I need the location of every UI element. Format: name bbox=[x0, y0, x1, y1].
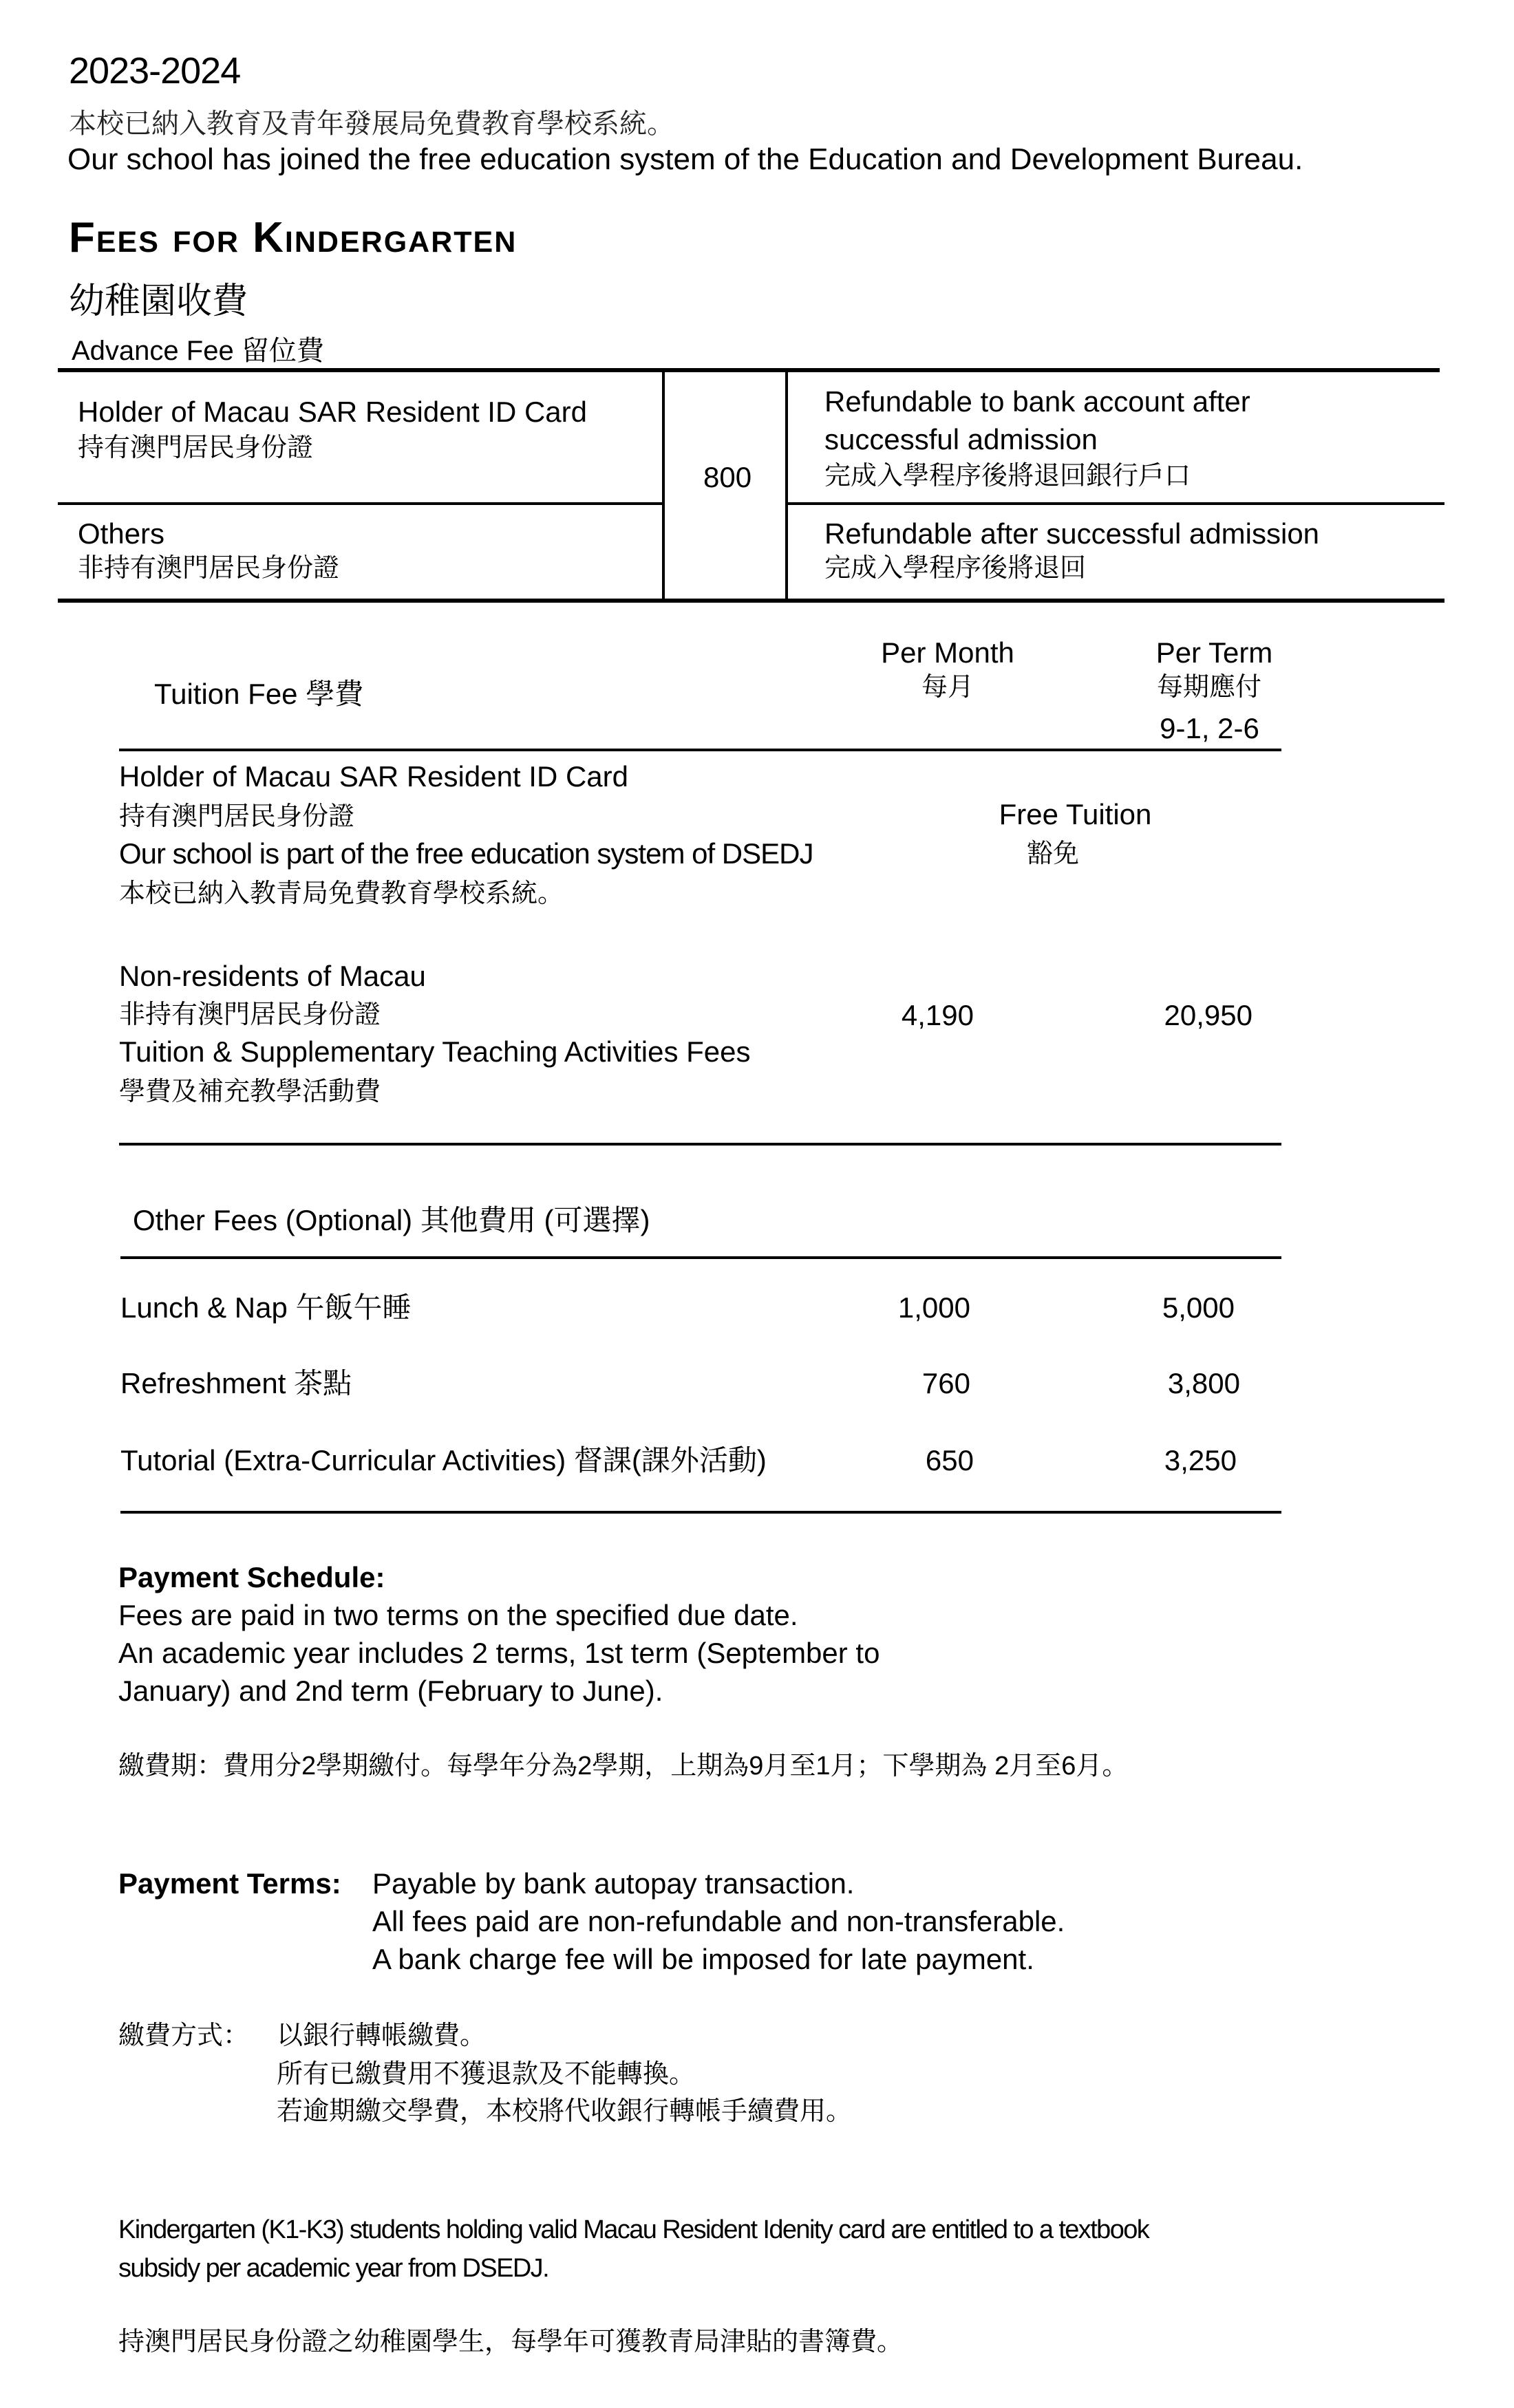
table-top-border bbox=[58, 368, 1440, 372]
advance-row-1-note-en-1: Refundable to bank account after bbox=[824, 385, 1250, 418]
col-header-per-term-zh: 每期應付 bbox=[1156, 673, 1261, 702]
advance-row-1-note-en-2: successful admission bbox=[824, 423, 1098, 455]
other-fees-heading: Other Fees (Optional) 其他費用 (可選擇) bbox=[133, 1204, 650, 1236]
table-row-divider-left bbox=[58, 502, 663, 505]
advance-row-2-category-en: Others bbox=[78, 517, 165, 550]
advance-fee-amount: 800 bbox=[703, 461, 752, 493]
payment-schedule-heading: Payment Schedule: bbox=[118, 1561, 385, 1593]
table-bottom-border bbox=[58, 599, 1444, 603]
payment-terms-zh-label: 繳費方式： bbox=[118, 2021, 250, 2050]
payment-schedule-zh: 繳費期：費用分2學期繳付。每學年分為2學期，上期為9月至1月；下學期為 2月至6月。 bbox=[118, 1752, 1129, 1781]
tuition-bottom-rule bbox=[119, 1143, 1281, 1146]
advance-fee-heading: Advance Fee 留位費 bbox=[72, 336, 324, 366]
payment-schedule-line-3: January) and 2nd term (February to June). bbox=[118, 1675, 663, 1707]
advance-row-1-category-en: Holder of Macau SAR Resident ID Card bbox=[78, 396, 587, 428]
resident-line-1: Holder of Macau SAR Resident ID Card bbox=[119, 760, 628, 793]
resident-line-4: 本校已納入教青局免費教育學校系統。 bbox=[119, 879, 564, 908]
non-resident-line-4: 學費及補充教學活動費 bbox=[119, 1077, 381, 1106]
non-resident-per-term: 20,950 bbox=[1164, 999, 1252, 1031]
tuition-header-underline bbox=[119, 749, 1281, 751]
col-header-term-months: 9-1, 2-6 bbox=[1160, 712, 1259, 744]
page-title: Fees for Kindergarten bbox=[69, 214, 518, 261]
payment-terms-line-1: Payable by bank autopay transaction. bbox=[372, 1867, 855, 1900]
other-fee-per-term: 5,000 bbox=[1162, 1291, 1235, 1324]
other-fee-per-month: 650 bbox=[925, 1444, 974, 1476]
non-resident-line-3: Tuition & Supplementary Teaching Activities Fees bbox=[119, 1035, 751, 1068]
other-fee-per-term: 3,250 bbox=[1164, 1444, 1237, 1476]
col-header-per-term: Per Term bbox=[1155, 636, 1273, 669]
tuition-heading: Tuition Fee 學費 bbox=[154, 678, 364, 710]
other-fees-header-rule bbox=[120, 1256, 1281, 1259]
advance-row-2-note-en: Refundable after successful admission bbox=[824, 517, 1320, 550]
payment-terms-zh-line-3: 若逾期繳交學費，本校將代收銀行轉帳手續費用。 bbox=[277, 2097, 853, 2126]
other-fee-label: Lunch & Nap 午飯午睡 bbox=[120, 1291, 412, 1324]
non-resident-line-1: Non-residents of Macau bbox=[119, 960, 426, 992]
other-fees-bottom-rule bbox=[120, 1511, 1281, 1514]
table-row-divider-right bbox=[787, 502, 1444, 505]
resident-line-3: Our school is part of the free education system of DSEDJ bbox=[119, 837, 813, 870]
other-fee-label: Refreshment 茶點 bbox=[120, 1367, 352, 1399]
payment-terms-zh-line-2: 所有已繳費用不獲退款及不能轉換。 bbox=[277, 2060, 696, 2089]
payment-terms-line-3: A bank charge fee will be imposed for late payment. bbox=[372, 1943, 1034, 1975]
table-col-divider-2 bbox=[785, 370, 788, 600]
intro-zh: 本校已納入教育及青年發展局免費教育學校系統。 bbox=[69, 109, 674, 139]
advance-row-2-note-zh: 完成入學程序後將退回 bbox=[824, 554, 1087, 583]
payment-terms-label: Payment Terms: bbox=[118, 1867, 341, 1900]
advance-row-2-category-zh: 非持有澳門居民身份證 bbox=[78, 554, 340, 583]
non-resident-line-2: 非持有澳門居民身份證 bbox=[119, 1000, 381, 1029]
other-fee-per-month: 1,000 bbox=[897, 1291, 970, 1324]
resident-free-tuition: Free Tuition bbox=[999, 798, 1152, 830]
resident-line-2: 持有澳門居民身份證 bbox=[119, 802, 355, 831]
col-header-per-month: Per Month bbox=[881, 636, 1014, 669]
page-title-zh: 幼稚園收費 bbox=[69, 281, 248, 321]
subsidy-en-line-1: Kindergarten (K1-K3) students holding valid Macau Resident Idenity card are entitled to a textbook bbox=[118, 2215, 1149, 2244]
advance-row-1-note-zh: 完成入學程序後將退回銀行戶口 bbox=[824, 462, 1191, 491]
payment-terms-zh-line-1: 以銀行轉帳繳費。 bbox=[277, 2021, 487, 2050]
payment-schedule-line-1: Fees are paid in two terms on the specified due date. bbox=[118, 1599, 798, 1631]
academic-year: 2023-2024 bbox=[69, 50, 241, 92]
payment-terms-line-2: All fees paid are non-refundable and non-transferable. bbox=[372, 1905, 1065, 1937]
other-fee-per-month: 760 bbox=[921, 1367, 970, 1399]
other-fee-per-term: 3,800 bbox=[1167, 1367, 1240, 1399]
subsidy-en-line-2: subsidy per academic year from DSEDJ. bbox=[118, 2254, 549, 2283]
col-header-per-month-zh: 每月 bbox=[921, 673, 974, 702]
non-resident-per-month: 4,190 bbox=[901, 999, 974, 1031]
subsidy-zh: 持澳門居民身份證之幼稚園學生，每學年可獲教青局津貼的書簿費。 bbox=[118, 2328, 904, 2356]
table-col-divider-1 bbox=[662, 370, 665, 600]
intro-en: Our school has joined the free education system of the Education and Development Bureau. bbox=[67, 142, 1303, 176]
resident-free-tuition-zh: 豁免 bbox=[1026, 839, 1079, 868]
other-fee-label: Tutorial (Extra-Curricular Activities) 督課(課外活動) bbox=[120, 1444, 767, 1476]
payment-schedule-line-2: An academic year includes 2 terms, 1st term (September to bbox=[118, 1637, 880, 1669]
advance-row-1-category-zh: 持有澳門居民身份證 bbox=[78, 433, 314, 462]
